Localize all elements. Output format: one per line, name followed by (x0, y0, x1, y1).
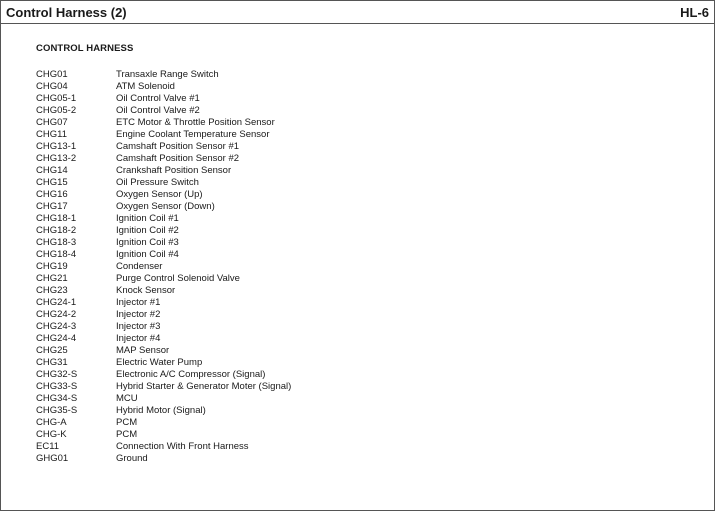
connector-code: CHG21 (36, 273, 68, 284)
connector-description: Knock Sensor (116, 285, 176, 296)
connector-code: CHG24-4 (36, 333, 77, 344)
connector-code: CHG32-S (36, 369, 78, 380)
connector-row (36, 249, 291, 261)
connector-code: CHG18-2 (36, 225, 77, 236)
connector-row (36, 297, 291, 309)
connector-code: CHG23 (36, 285, 68, 296)
connector-code: CHG05-1 (36, 93, 77, 104)
connector-description: Purge Control Solenoid Valve (116, 273, 240, 284)
connector-code: GHG01 (36, 453, 69, 464)
connector-code: CHG24-3 (36, 321, 77, 332)
connector-row (36, 141, 291, 153)
connector-row (36, 345, 291, 357)
connector-row (36, 93, 291, 105)
connector-row (36, 153, 291, 165)
connector-row (36, 261, 291, 273)
page-header (1, 1, 714, 24)
connector-row (36, 369, 291, 381)
connector-description: Electric Water Pump (116, 357, 203, 368)
connector-description: Oxygen Sensor (Down) (116, 201, 215, 212)
connector-description: Crankshaft Position Sensor (116, 165, 232, 176)
connector-description: MCU (116, 393, 138, 404)
connector-row (36, 429, 291, 441)
connector-code: CHG-A (36, 417, 67, 428)
connector-row (36, 225, 291, 237)
connector-description: Oil Control Valve #2 (116, 105, 200, 116)
connector-description: Ignition Coil #2 (116, 225, 179, 236)
connector-row (36, 189, 291, 201)
connector-description: Injector #4 (116, 333, 161, 344)
connector-row (36, 69, 291, 81)
connector-list (36, 69, 291, 465)
connector-row (36, 105, 291, 117)
connector-code: CHG07 (36, 117, 68, 128)
connector-code: CHG34-S (36, 393, 78, 404)
connector-code: CHG35-S (36, 405, 78, 416)
connector-code: CHG19 (36, 261, 68, 272)
connector-row (36, 453, 291, 465)
connector-code: CHG18-4 (36, 249, 77, 260)
connector-code: CHG13-1 (36, 141, 77, 152)
connector-description: Injector #1 (116, 297, 161, 308)
connector-description: Transaxle Range Switch (116, 69, 219, 80)
connector-code: CHG11 (36, 129, 67, 140)
connector-description: Hybrid Motor (Signal) (116, 405, 206, 416)
connector-description: Ignition Coil #3 (116, 237, 179, 248)
connector-code: CHG01 (36, 69, 68, 80)
section-heading: CONTROL HARNESS (36, 43, 134, 54)
connector-row (36, 273, 291, 285)
connector-row (36, 321, 291, 333)
connector-row (36, 417, 291, 429)
connector-description: Oxygen Sensor (Up) (116, 189, 203, 200)
connector-code: CHG13-2 (36, 153, 77, 164)
connector-description: ATM Solenoid (116, 81, 175, 92)
connector-description: ETC Motor & Throttle Position Sensor (116, 117, 275, 128)
connector-description: Oil Control Valve #1 (116, 93, 200, 104)
connector-description: Condenser (116, 261, 163, 272)
connector-description: Ignition Coil #1 (116, 213, 179, 224)
connector-row (36, 357, 291, 369)
connector-row (36, 285, 291, 297)
connector-code: CHG18-1 (36, 213, 77, 224)
connector-code: CHG14 (36, 165, 68, 176)
connector-code: CHG25 (36, 345, 68, 356)
connector-description: Camshaft Position Sensor #2 (116, 153, 240, 164)
connector-code: CHG16 (36, 189, 68, 200)
connector-code: CHG05-2 (36, 105, 77, 116)
connector-row (36, 393, 291, 405)
connector-description: Ignition Coil #4 (116, 249, 179, 260)
connector-row (36, 309, 291, 321)
connector-row (36, 129, 291, 141)
connector-code: CHG17 (36, 201, 68, 212)
connector-description: Injector #3 (116, 321, 161, 332)
connector-description: Oil Pressure Switch (116, 177, 199, 188)
connector-code: EC11 (36, 441, 60, 452)
connector-description: Engine Coolant Temperature Sensor (116, 129, 270, 140)
connector-description: Ground (116, 453, 148, 464)
connector-code: CHG15 (36, 177, 68, 188)
page-number: HL-6 (680, 5, 709, 20)
connector-code: CHG31 (36, 357, 68, 368)
connector-row (36, 201, 291, 213)
connector-row (36, 117, 291, 129)
connector-code: CHG24-2 (36, 309, 77, 320)
connector-description: PCM (116, 417, 138, 428)
connector-code: CHG04 (36, 81, 68, 92)
connector-row (36, 333, 291, 345)
connector-description: Electronic A/C Compressor (Signal) (116, 369, 266, 380)
connector-description: MAP Sensor (116, 345, 170, 356)
connector-code: CHG33-S (36, 381, 78, 392)
connector-description: Injector #2 (116, 309, 161, 320)
connector-row (36, 381, 291, 393)
connector-row (36, 177, 291, 189)
connector-code: CHG18-3 (36, 237, 77, 248)
connector-description: Hybrid Starter & Generator Moter (Signal) (116, 381, 292, 392)
connector-description: PCM (116, 429, 138, 440)
connector-row (36, 213, 291, 225)
connector-row (36, 405, 291, 417)
connector-row (36, 165, 291, 177)
connector-code: CHG24-1 (36, 297, 77, 308)
connector-row (36, 81, 291, 93)
connector-code: CHG-K (36, 429, 67, 440)
page-title: Control Harness (2) (6, 5, 127, 20)
connector-description: Camshaft Position Sensor #1 (116, 141, 240, 152)
connector-row (36, 441, 291, 453)
connector-description: Connection With Front Harness (116, 441, 249, 452)
connector-row (36, 237, 291, 249)
